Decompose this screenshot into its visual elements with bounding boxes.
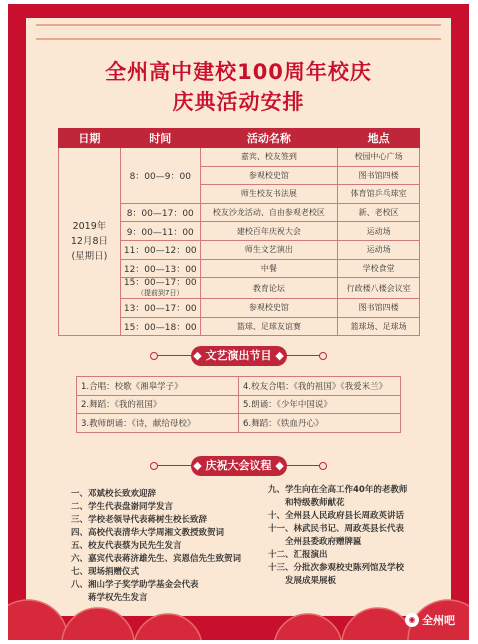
date-year: 2019年 xyxy=(72,221,107,233)
performance-table xyxy=(76,376,401,433)
agenda-banner-label: ◆ 庆祝大会议程 ◆ xyxy=(191,456,287,476)
time-cell: 13：00—17：00 xyxy=(120,299,200,318)
poster-paper xyxy=(26,18,451,616)
time-note: （提前到7日） xyxy=(137,289,184,298)
banner-line-right xyxy=(281,465,321,466)
activity-cell: 校友沙龙活动、自由参观老校区 xyxy=(200,203,338,222)
header-place: 地点 xyxy=(338,129,420,148)
wave-circle xyxy=(62,608,134,640)
agenda-item: 七、现场捐赠仪式 xyxy=(71,567,140,577)
agenda-item: 十二、汇报演出 xyxy=(268,550,328,560)
agenda-item: 和特级教师献花 xyxy=(268,498,345,508)
agenda-item: 十、全州县人民政府县长周政英讲话 xyxy=(268,511,405,521)
agenda-banner xyxy=(26,456,451,476)
wave-circle xyxy=(342,608,414,640)
header-time: 时间 xyxy=(120,129,200,148)
activity-cell: 建校百年庆祝大会 xyxy=(200,222,338,241)
title-line-1: 全州高中建校100周年校庆 xyxy=(105,60,372,84)
schedule-table xyxy=(58,128,420,336)
agenda-item: 十一、林武民书记、周政英县长代表 xyxy=(268,524,405,534)
date-weekday: (星期日) xyxy=(71,251,108,263)
agenda-item: 四、高校代表清华大学周湘文教授致贺词 xyxy=(71,528,225,538)
time-cell: 8：00—17：00 xyxy=(120,203,200,222)
table-row xyxy=(59,148,420,167)
agenda-item: 三、学校老领导代表蒋树生校长致辞 xyxy=(71,515,208,525)
brand-name: 全州吧 xyxy=(422,614,455,627)
wave-circle xyxy=(8,600,68,640)
table-row xyxy=(77,377,401,396)
banner-knot-left xyxy=(150,462,158,470)
performance-item: 6.舞蹈：《铁血丹心》 xyxy=(239,414,401,433)
header-date: 日期 xyxy=(59,129,121,148)
place-cell: 体育馆乒乓球室 xyxy=(338,185,420,204)
header-activity: 活动名称 xyxy=(200,129,338,148)
activity-cell: 教育论坛 xyxy=(200,278,338,299)
performance-item: 3.教师朗诵：《诗，献给母校》 xyxy=(77,414,239,433)
time-cell: 9：00—11：00 xyxy=(120,222,200,241)
time-cell: 15：00—18：00 xyxy=(120,317,200,336)
fret-border-top xyxy=(36,24,441,40)
table-row xyxy=(77,395,401,414)
place-cell: 运动场 xyxy=(338,240,420,259)
activity-cell: 嘉宾、校友签到 xyxy=(200,148,338,167)
brand-logo-icon: ◉ xyxy=(405,613,419,627)
table-row xyxy=(77,414,401,433)
activity-cell: 中餐 xyxy=(200,259,338,278)
agenda-item: 二、学生代表盘嵛同学发言 xyxy=(71,502,174,512)
time-cell xyxy=(120,278,200,299)
place-cell: 运动场 xyxy=(338,222,420,241)
agenda-item: 五、校友代表蔡为民先生发言 xyxy=(71,541,182,551)
performance-banner xyxy=(26,346,451,366)
performance-item: 5.朗诵：《少年中国说》 xyxy=(239,395,401,414)
time-cell: 12：00—13：00 xyxy=(120,259,200,278)
banner-line-right xyxy=(281,355,321,356)
date-cell xyxy=(59,148,121,336)
agenda-item: 全州县委政府赠牌匾 xyxy=(268,537,362,547)
time-text: 15：00—17：00 xyxy=(123,278,197,289)
agenda-item: 一、邓斌校长致欢迎辞 xyxy=(71,489,157,499)
wave-circle xyxy=(274,614,342,640)
time-cell: 11：00—12：00 xyxy=(120,240,200,259)
performance-item: 4.校友合唱：《我的祖国》《我爱米兰》 xyxy=(239,377,401,396)
banner-knot-right xyxy=(319,462,327,470)
activity-cell: 师生校友书法展 xyxy=(200,185,338,204)
place-cell: 图书馆四楼 xyxy=(338,166,420,185)
decorative-waves xyxy=(8,570,469,640)
agenda-item: 发展成果展板 xyxy=(268,576,337,586)
performance-banner-label: ◆ 文艺演出节目 ◆ xyxy=(191,346,287,366)
agenda-item: 蒋学权先生发言 xyxy=(71,593,148,603)
place-cell: 行政楼八楼会议室 xyxy=(338,278,420,299)
place-cell: 校园中心广场 xyxy=(338,148,420,167)
brand-watermark xyxy=(405,612,455,628)
place-cell: 图书馆四楼 xyxy=(338,299,420,318)
place-cell: 篮球场、足球场 xyxy=(338,317,420,336)
activity-cell: 篮球、足球友谊赛 xyxy=(200,317,338,336)
banner-knot-left xyxy=(150,352,158,360)
title-line-2: 庆典活动安排 xyxy=(172,90,305,114)
place-cell: 学校食堂 xyxy=(338,259,420,278)
agenda-item: 九、学生向在全高工作40年的老教师 xyxy=(268,485,408,495)
schedule-header-row xyxy=(59,129,420,148)
activity-cell: 师生文艺演出 xyxy=(200,240,338,259)
place-cell: 新、老校区 xyxy=(338,203,420,222)
banner-knot-right xyxy=(319,352,327,360)
time-cell: 8：00—9：00 xyxy=(120,148,200,204)
activity-cell: 参观校史馆 xyxy=(200,299,338,318)
wave-circle xyxy=(134,614,202,640)
performance-item: 2.舞蹈：《我的祖国》 xyxy=(77,395,239,414)
poster xyxy=(8,4,469,640)
agenda-item: 八、湘山学子奖学助学基金会代表 xyxy=(71,580,199,590)
performance-item: 1.合唱：校歌《湘皋学子》 xyxy=(77,377,239,396)
activity-cell: 参观校史馆 xyxy=(200,166,338,185)
date-day: 12月8日 xyxy=(70,236,108,248)
agenda-item: 六、嘉宾代表蒋济雄先生、宾恩信先生致贺词 xyxy=(71,554,242,564)
agenda-item: 十三、分批次参观校史陈列馆及学校 xyxy=(268,563,405,573)
